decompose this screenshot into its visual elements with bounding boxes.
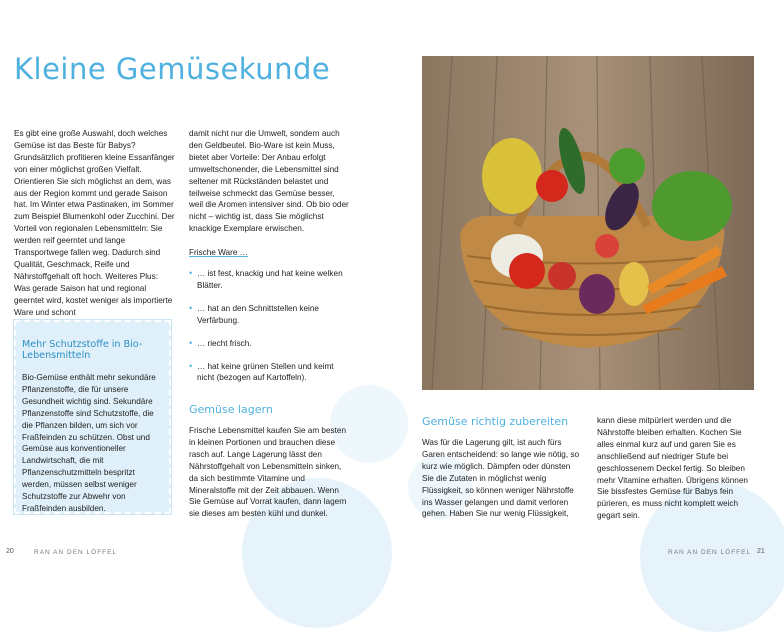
bullet-icon: • [189,302,193,313]
bullet-icon: • [189,360,193,371]
running-footer-left: RAN AN DEN LÖFFEL [34,549,118,556]
section-heading-zubereiten: Gemüse richtig zubereiten [422,415,569,428]
section-body-lagern: Frische Lebensmittel kaufen Sie am besten in kleinen Portionen und brauchen diese rasch auf. Lange Lagerung lässt den Nährstoffgehalt von Lebensmitteln sinken, da sich bestimmte Vitamine und Mineralstoffe mit der Zeit abbauen. Wenn Sie Gemüse auf Vorrat kaufen, dann lagern sie dieses am besten kühl und dunkel. [189,426,347,519]
running-footer-right: RAN AN DEN LÖFFEL [668,549,752,556]
bullet-icon: • [189,337,193,348]
intro-paragraph: Es gibt eine große Auswahl, doch welches Gemüse ist das Beste für Babys? Grundsätzlich profitieren kleine Essanfänger von einer möglichst großen Vielfalt. Orientieren Sie sich möglichst an dem, was aus der Region kommt und gerade Saison hat. Im Winter etwa Pastinaken, im Sommer zum Beispiel Blumenkohl oder Zucchini. Der Vorteil von regionalen Lebensmitteln: Sie werden reif geerntet und lange Transportwege fallen weg. Dadurch sind Qualität, Geschmack, Reife und Nährstoffgehalt oft hoch. Weiteres Plus: Was gerade Saison hat und regional geerntet wird, kostet weniger als importierte Ware und schont [14,129,175,317]
checklist-item: • … hat keine grünen Stellen und keimt nicht (bezogen auf Kartoffeln). [189,360,334,383]
frische-checklist [189,268,349,395]
vegetable-basket-illustration [422,56,754,390]
page-title: Kleine Gemüsekunde [14,52,331,86]
checklist-item: • … hat an den Schnittstellen keine Verfärbung. [189,302,319,325]
frische-ware-label: Frische Ware … [189,248,248,258]
page-number-left: 20 [6,548,14,555]
info-box-body: Bio-Gemüse enthält mehr sekundäre Pflanzenstoffe, die für unsere Gesundheit wichtig sind. Sekundäre Pflanzenstoffe sind Schutzstoffe, die die Pflanzen bilden, um sich vor Fraßfeinden zu schützen. Obst und Gemüse aus konventioneller Landwirtschaft, die mit Pflanzenschutzmitteln bespritzt werden, müssen selbst weniger Schutzstoffe zur Abwehr von Fraßfeinden ausbilden. [22,373,156,513]
section-body-zubereiten-continued: kann diese mitpüriert werden und die Nährstoffe bleiben erhalten. Kochen Sie alles einmal kurz auf und garen Sie es anschließend auf niedriger Stufe bei geschlossenem Deckel fertig. So bleiben mehr Vitamine erhalten. Übrigens können Sie bissfestes Gemüse für Babys fein pürieren, es muss nicht komplett weich gegart sein. [597,416,748,521]
section-body-zubereiten: Was für die Lagerung gilt, ist auch fürs Garen entscheidend: so lange wie nötig, so kurz wie möglich. Dämpfen oder dünsten Sie die Zutaten in möglichst wenig Flüssigkeit, so können weniger Nährstoffe ins Wasser gelangen und damit verloren gehen. Haben Sie nur wenig Flüssigkeit, [422,438,580,519]
vegetable-basket-photo [422,56,754,390]
section-heading-lagern: Gemüse lagern [189,403,273,416]
page-number-right: 21 [757,548,765,555]
intro-paragraph-continued: damit nicht nur die Umwelt, sondern auch den Geldbeutel. Bio-Ware ist kein Muss, bietet aber Vorteile: Der Anbau erfolgt umweltschonender, die Lebensmittel sind seltener mit Rückständen belastet und teilweise schmeckt das Gemüse besser, weil die Aromen intensiver sind. Ob bio oder nicht – wichtig ist, dass Sie möglichst knackige Exemplare erwischen. [189,129,349,234]
bullet-icon: • [189,268,193,278]
checklist-item: • … riecht frisch. [189,337,252,348]
intro-text-column-2 [189,128,349,259]
info-box-heading: Mehr Schutzstoffe in Bio-Lebensmitteln [22,339,143,361]
checklist-item: • … ist fest, knackig und hat keine welken Blätter. [189,268,343,290]
intro-text-column-1 [14,128,175,319]
